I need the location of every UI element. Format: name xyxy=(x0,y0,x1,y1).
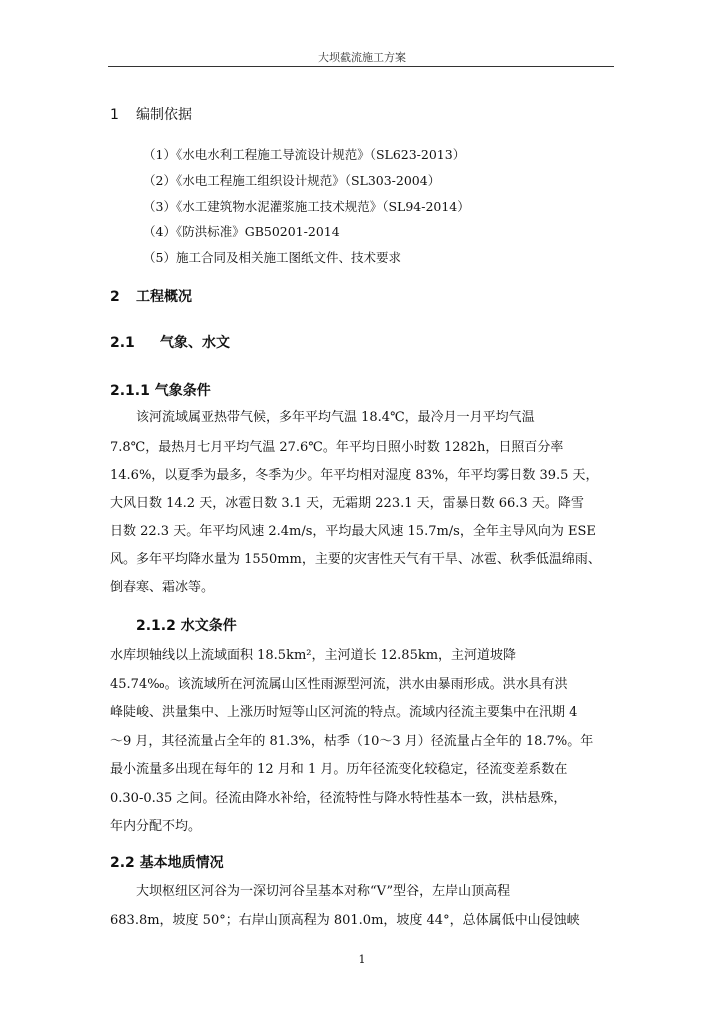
section-2-1-2-heading: 2.1.2 水文条件 xyxy=(136,618,237,634)
hydrology-line-4: ～9 月，其径流量占全年的 81.3%，枯季（10～3 月）径流量占全年的 18.7%。年 xyxy=(110,734,594,749)
geology-line-1: 大坝枢纽区河谷为一深切河谷呈基本对称“V”型谷，左岸山顶高程 xyxy=(136,884,511,899)
climate-line-1: 该河流域属亚热带气候，多年平均气温 18.4℃，最冷月一月平均气温 xyxy=(136,410,535,425)
reference-item-5: （5）施工合同及相关施工图纸文件、技术要求 xyxy=(143,250,401,265)
reference-item-2: （2）《水电工程施工组织设计规范》（SL303-2004） xyxy=(143,173,441,188)
climate-line-6: 风。多年平均降水量为 1550mm，主要的灾害性天气有干旱、冰雹、秋季低温绵雨、 xyxy=(110,552,601,567)
climate-line-4: 大风日数 14.2 天，冰雹日数 3.1 天，无霜期 223.1 天，雷暴日数 66.3 天。降雪 xyxy=(110,496,584,511)
section-2-number: 2 xyxy=(110,289,120,305)
section-2-2-heading: 2.2 基本地质情况 xyxy=(110,855,224,871)
hydrology-line-2: 45.74‰。该流域所在河流属山区性雨源型河流，洪水由暴雨形成。洪水具有洪 xyxy=(110,677,568,692)
hydrology-line-5: 最小流量多出现在每年的 12 月和 1 月。历年径流变化较稳定，径流变差系数在 xyxy=(110,762,568,777)
section-2-heading xyxy=(110,286,192,306)
header-title: 大坝截流施工方案 xyxy=(318,51,406,64)
geology-line-2: 683.8m，坡度 50°；右岸山顶高程为 801.0m，坡度 44°，总体属低中山侵蚀峡 xyxy=(110,913,580,928)
page-number: 1 xyxy=(358,953,366,966)
hydrology-line-1: 水库坝轴线以上流域面积 18.5km²，主河道长 12.85km，主河道坡降 xyxy=(110,648,517,663)
section-2-1-number: 2.1 xyxy=(110,335,135,351)
hydrology-line-7: 年内分配不均。 xyxy=(110,819,202,834)
header-rule xyxy=(108,66,614,67)
hydrology-line-6: 0.30-0.35 之间。径流由降水补给，径流特性与降水特性基本一致，洪枯悬殊， xyxy=(110,791,567,806)
section-2-1-heading xyxy=(110,332,230,352)
section-1-number: 1 xyxy=(110,107,119,123)
climate-line-3: 14.6%，以夏季为最多，冬季为少。年平均相对湿度 83%，年平均雾日数 39.5 天， xyxy=(110,468,599,483)
climate-line-7: 倒春寒、霜冰等。 xyxy=(110,580,215,595)
section-2-title: 工程概况 xyxy=(136,289,192,305)
reference-item-3: （3）《水工建筑物水泥灌浆施工技术规范》（SL94-2014） xyxy=(143,199,470,214)
climate-line-5: 日数 22.3 天。年平均风速 2.4m/s，平均最大风速 15.7m/s，全年主导风向为 ESE xyxy=(110,524,596,539)
section-2-1-1-heading: 2.1.1 气象条件 xyxy=(110,383,211,399)
section-2-1-title: 气象、水文 xyxy=(160,335,230,351)
section-1-title: 编制依据 xyxy=(136,107,192,123)
climate-line-2: 7.8℃，最热月七月平均气温 27.6℃。年平均日照小时数 1282h，日照百分率 xyxy=(110,440,564,455)
reference-item-4: （4）《防洪标准》GB50201-2014 xyxy=(143,224,340,239)
reference-item-1: （1）《水电水利工程施工导流设计规范》（SL623-2013） xyxy=(143,147,466,162)
section-1-heading xyxy=(110,104,192,124)
hydrology-line-3: 峰陡峻、洪量集中、上涨历时短等山区河流的特点。流域内径流主要集中在汛期 4 xyxy=(110,705,578,720)
